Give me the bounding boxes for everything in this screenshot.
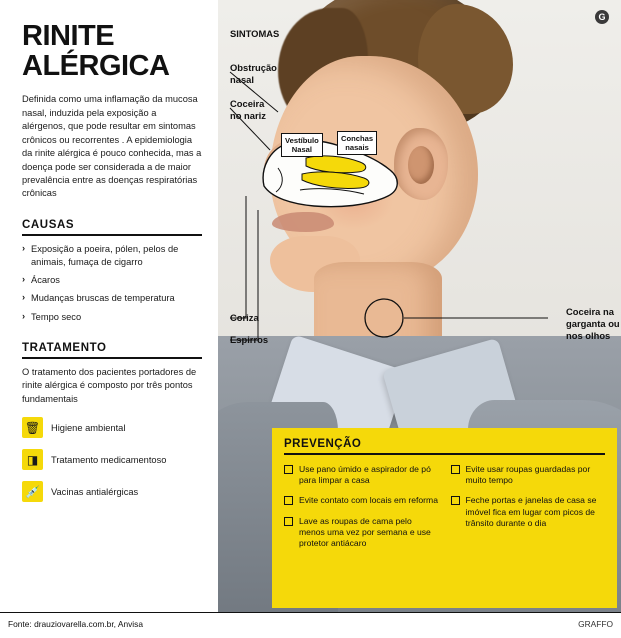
tratamento-label: Higiene ambiental: [51, 422, 126, 433]
list-item: › Ácaros: [22, 274, 202, 287]
pill-icon: ◨: [22, 449, 43, 470]
list-item: [284, 516, 439, 550]
tratamento-item-2: [22, 449, 202, 470]
checkbox-icon[interactable]: [451, 496, 460, 505]
checkbox-icon[interactable]: [451, 465, 460, 474]
label-line-1: Obstrução: [230, 62, 277, 73]
prevencao-columns: [284, 464, 605, 558]
trash-icon: 🗑: [22, 417, 43, 438]
credit-text: GRAFFO: [578, 619, 613, 629]
prevencao-rule: [284, 453, 605, 455]
label-obstrucao-nasal: [230, 62, 277, 86]
prevencao-box: [272, 428, 617, 608]
source-text: Fonte: drauziovarella.com.br, Anvisa: [8, 619, 143, 629]
checkbox-icon[interactable]: [284, 496, 293, 505]
tratamento-label: Tratamento medicamentoso: [51, 454, 167, 465]
label-line-2: nasal: [230, 73, 254, 85]
prevencao-column-2: [451, 464, 606, 558]
left-column: [0, 0, 218, 612]
label-line-1: Conchas: [341, 134, 374, 143]
list-item: › Exposição a poeira, pólen, pelos de animais, fumaça de cigarro: [22, 243, 202, 269]
label-line-1: Coceira na: [566, 306, 614, 317]
prevencao-text: Evite usar roupas guardadas por muito tempo: [465, 464, 591, 486]
title-line-1: RINITE: [22, 20, 115, 52]
sintomas-heading: SINTOMAS: [230, 28, 280, 39]
label-espirros: Espirros: [230, 334, 269, 345]
section-rule-causas: [22, 234, 202, 236]
throat-marker: [365, 299, 403, 337]
label-line-1: Coceira: [230, 98, 265, 109]
list-item: [451, 464, 606, 486]
checkbox-icon[interactable]: [284, 517, 293, 526]
leader-coriza: [230, 196, 246, 318]
label-coceira-garganta-olhos: [566, 306, 620, 341]
label-line-2: Nasal: [291, 145, 313, 155]
causas-list: [22, 243, 202, 324]
checkbox-icon[interactable]: [284, 465, 293, 474]
label-line-2: nasais: [345, 143, 369, 153]
intro-text: Definida como uma inflamação da mucosa nasal, induzida pela exposição a alérgenos, que pode resultar em sintomas crônicos ou recorrentes . A epidemiologia da rinite alérgica é pouco conhecida, mas a doença pode ser considerada a de maior prevalência entre as doenças respiratórias crônicas: [22, 94, 202, 199]
label-line-2: no nariz: [230, 109, 266, 121]
label-conchas-nasais: [337, 131, 377, 155]
prevencao-text: Feche portas e janelas de casa se imóvel fica em lugar com picos de trânsito durante o dia: [465, 495, 597, 528]
prevencao-text: Use pano úmido e aspirador de pó para limpar a casa: [299, 464, 431, 486]
label-coriza: Coriza: [230, 312, 259, 323]
section-rule-tratamento: [22, 357, 202, 359]
label-line-1: Vestíbulo: [285, 136, 319, 145]
logo-badge: G: [595, 10, 609, 24]
tratamento-intro: O tratamento dos pacientes portadores de rinite alérgica é composto por três pontos fundamentais: [22, 366, 197, 404]
list-item: › Mudanças bruscas de temperatura: [22, 292, 202, 305]
list-item: [284, 495, 439, 506]
tratamento-item-3: [22, 481, 202, 502]
section-title-tratamento: TRATAMENTO: [22, 341, 107, 354]
footer: [0, 612, 621, 638]
list-item: › Tempo seco: [22, 311, 202, 324]
prevencao-text: Evite contato com locais em reforma: [299, 495, 438, 506]
title-line-2: ALÉRGICA: [22, 49, 170, 82]
page-title: [22, 22, 202, 81]
list-item: [284, 464, 439, 486]
list-item: [451, 495, 606, 529]
tratamento-item-1: [22, 417, 202, 438]
label-coceira-no-nariz: [230, 98, 266, 122]
section-title-causas: CAUSAS: [22, 218, 75, 231]
syringe-icon: 💉: [22, 481, 43, 502]
label-vestibulo-nasal: [281, 133, 323, 157]
prevencao-column-1: [284, 464, 439, 558]
label-line-3: nos olhos: [566, 329, 611, 341]
prevencao-title: PREVENÇÃO: [284, 438, 362, 450]
prevencao-text: Lave as roupas de cama pelo menos uma vez por semana e use protetor antiácaro: [299, 515, 431, 548]
tratamento-label: Vacinas antialérgicas: [51, 486, 139, 497]
label-line-2: garganta ou: [566, 317, 620, 329]
